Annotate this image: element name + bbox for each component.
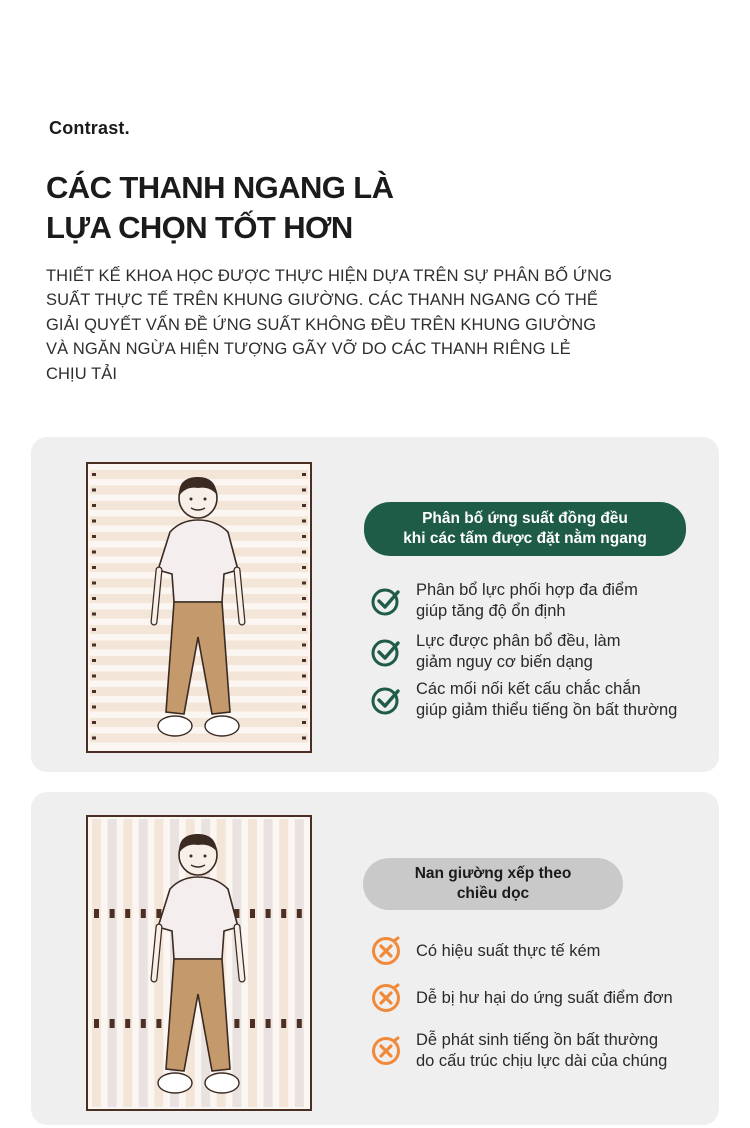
slat-clip xyxy=(92,737,96,740)
slat-clip xyxy=(92,535,96,538)
vertical-slat xyxy=(295,819,304,1107)
slat-clip xyxy=(92,644,96,647)
horizontal-slat xyxy=(90,703,308,712)
vertical-slat xyxy=(139,819,148,1107)
drawback-item xyxy=(370,935,600,967)
slat-clip xyxy=(250,1019,255,1028)
slat-clip xyxy=(302,535,306,538)
benefit-line: giảm nguy cơ biến dạng xyxy=(416,652,593,671)
horizontal-slat xyxy=(90,734,308,743)
vertical-slat xyxy=(279,819,288,1107)
slat-clip xyxy=(302,737,306,740)
slat-clip xyxy=(92,628,96,631)
check-circle-icon xyxy=(370,636,402,668)
slat-clip xyxy=(92,706,96,709)
slat-clip xyxy=(234,1019,239,1028)
slat-clip xyxy=(302,582,306,585)
slat-clip xyxy=(125,1019,130,1028)
vertical-slat xyxy=(264,819,273,1107)
intro-line: THIẾT KẾ KHOA HỌC ĐƯỢC THỰC HIỆN DỰA TRÊN SỰ PHÂN BỐ ỨNG xyxy=(46,267,613,285)
horizontal-title-badge xyxy=(364,502,686,556)
slat-clip xyxy=(92,690,96,693)
slat-clip xyxy=(302,551,306,554)
slat-clip xyxy=(92,473,96,476)
horizontal-slat xyxy=(90,656,308,665)
slat-clip xyxy=(94,909,99,918)
benefit-text xyxy=(416,679,677,720)
benefit-text xyxy=(416,580,638,621)
x-circle-icon xyxy=(370,935,402,967)
vertical-slat xyxy=(123,819,132,1107)
intro-line: SUẤT THỰC TẾ TRÊN KHUNG GIƯỜNG. CÁC THANH NGANG CÓ THỂ xyxy=(46,291,598,310)
slat-clip xyxy=(110,909,115,918)
slat-clip xyxy=(302,675,306,678)
intro-line: VÀ NGĂN NGỪA HIỆN TƯỢNG GÃY VỠ DO CÁC THANH RIÊNG LẺ xyxy=(46,340,571,359)
slat-clip xyxy=(302,566,306,569)
slat-clip xyxy=(92,721,96,724)
slat-clip xyxy=(266,1019,271,1028)
check-circle-icon xyxy=(370,585,402,617)
slat-clip xyxy=(92,489,96,492)
benefit-line: giúp giảm thiểu tiếng ồn bất thường xyxy=(416,700,678,719)
slat-clip xyxy=(125,909,130,918)
slat-clip xyxy=(302,613,306,616)
slat-clip xyxy=(302,706,306,709)
x-circle-icon xyxy=(370,982,402,1014)
slat-clip xyxy=(92,597,96,600)
vertical-title-badge xyxy=(363,858,623,910)
slat-clip xyxy=(110,1019,115,1028)
slat-clip xyxy=(92,613,96,616)
drawback-text xyxy=(416,941,600,962)
slat-clip xyxy=(302,690,306,693)
slat-clip xyxy=(141,1019,146,1028)
benefit-line: Phân bổ lực phối hợp đa điểm xyxy=(416,581,638,599)
vertical-slat xyxy=(108,819,117,1107)
benefit-item xyxy=(370,631,620,672)
slat-clip xyxy=(297,909,302,918)
slat-clip xyxy=(92,520,96,523)
slat-clip xyxy=(92,675,96,678)
x-circle-icon xyxy=(370,1035,402,1067)
slat-clip xyxy=(302,473,306,476)
vertical-slat xyxy=(92,819,101,1107)
slat-clip xyxy=(302,628,306,631)
slat-clip xyxy=(92,582,96,585)
slat-clip xyxy=(302,504,306,507)
slat-clip xyxy=(92,659,96,662)
drawback-text xyxy=(416,988,673,1009)
horizontal-slat-bed-illustration xyxy=(86,462,312,753)
vertical-slat-bed-illustration xyxy=(86,815,312,1111)
slat-clip xyxy=(302,520,306,523)
benefit-item xyxy=(370,580,638,621)
slat-clip xyxy=(281,909,286,918)
headline-line-1: CÁC THANH NGANG LÀ xyxy=(46,170,394,205)
slat-clip xyxy=(302,597,306,600)
slat-clip xyxy=(156,1019,161,1028)
drawback-item xyxy=(370,1030,667,1071)
benefit-item xyxy=(370,679,677,720)
intro-paragraph xyxy=(46,264,686,386)
slat-clip xyxy=(92,566,96,569)
drawback-line: do cấu trúc chịu lực dài của chúng xyxy=(416,1051,668,1070)
slat-clip xyxy=(302,644,306,647)
badge-line: Nan giường xếp theo xyxy=(414,865,572,882)
badge-line: chiều dọc xyxy=(456,885,530,902)
slat-clip xyxy=(302,489,306,492)
slat-clip xyxy=(266,909,271,918)
slat-clip xyxy=(250,909,255,918)
slat-clip xyxy=(302,659,306,662)
check-circle-icon xyxy=(370,684,402,716)
vertical-slat xyxy=(248,819,257,1107)
slat-clip xyxy=(297,1019,302,1028)
horizontal-slat xyxy=(90,687,308,696)
badge-line: khi các tấm được đặt nằm ngang xyxy=(403,530,647,547)
drawback-item xyxy=(370,982,673,1014)
horizontal-slat xyxy=(90,718,308,727)
intro-line: CHỊU TẢI xyxy=(46,364,118,383)
brand-logo: Contrast. xyxy=(49,118,130,138)
drawback-text xyxy=(416,1030,667,1071)
slat-clip xyxy=(92,504,96,507)
drawback-line: Dễ phát sinh tiếng ồn bất thường xyxy=(416,1031,659,1049)
benefit-line: giúp tăng độ ổn định xyxy=(416,601,566,620)
drawback-line: Có hiệu suất thực tế kém xyxy=(416,941,601,960)
slat-clip xyxy=(94,1019,99,1028)
slat-clip xyxy=(281,1019,286,1028)
slat-clip xyxy=(92,551,96,554)
benefit-line: Lực được phân bổ đều, làm xyxy=(416,632,621,650)
headline-line-2: LỰA CHỌN TỐT HƠN xyxy=(46,210,353,245)
benefit-text xyxy=(416,631,620,672)
horizontal-slat xyxy=(90,672,308,681)
headline xyxy=(46,168,393,248)
benefit-line: Các mối nối kết cấu chắc chắn xyxy=(416,680,641,698)
intro-line: GIẢI QUYẾT VẤN ĐỀ ỨNG SUẤT KHÔNG ĐỀU TRÊN KHUNG GIƯỜNG xyxy=(46,315,597,334)
drawback-line: Dễ bị hư hại do ứng suất điểm đơn xyxy=(416,988,673,1007)
slat-clip xyxy=(141,909,146,918)
slat-clip xyxy=(302,721,306,724)
badge-line: Phân bố ứng suất đồng đều xyxy=(422,510,628,527)
